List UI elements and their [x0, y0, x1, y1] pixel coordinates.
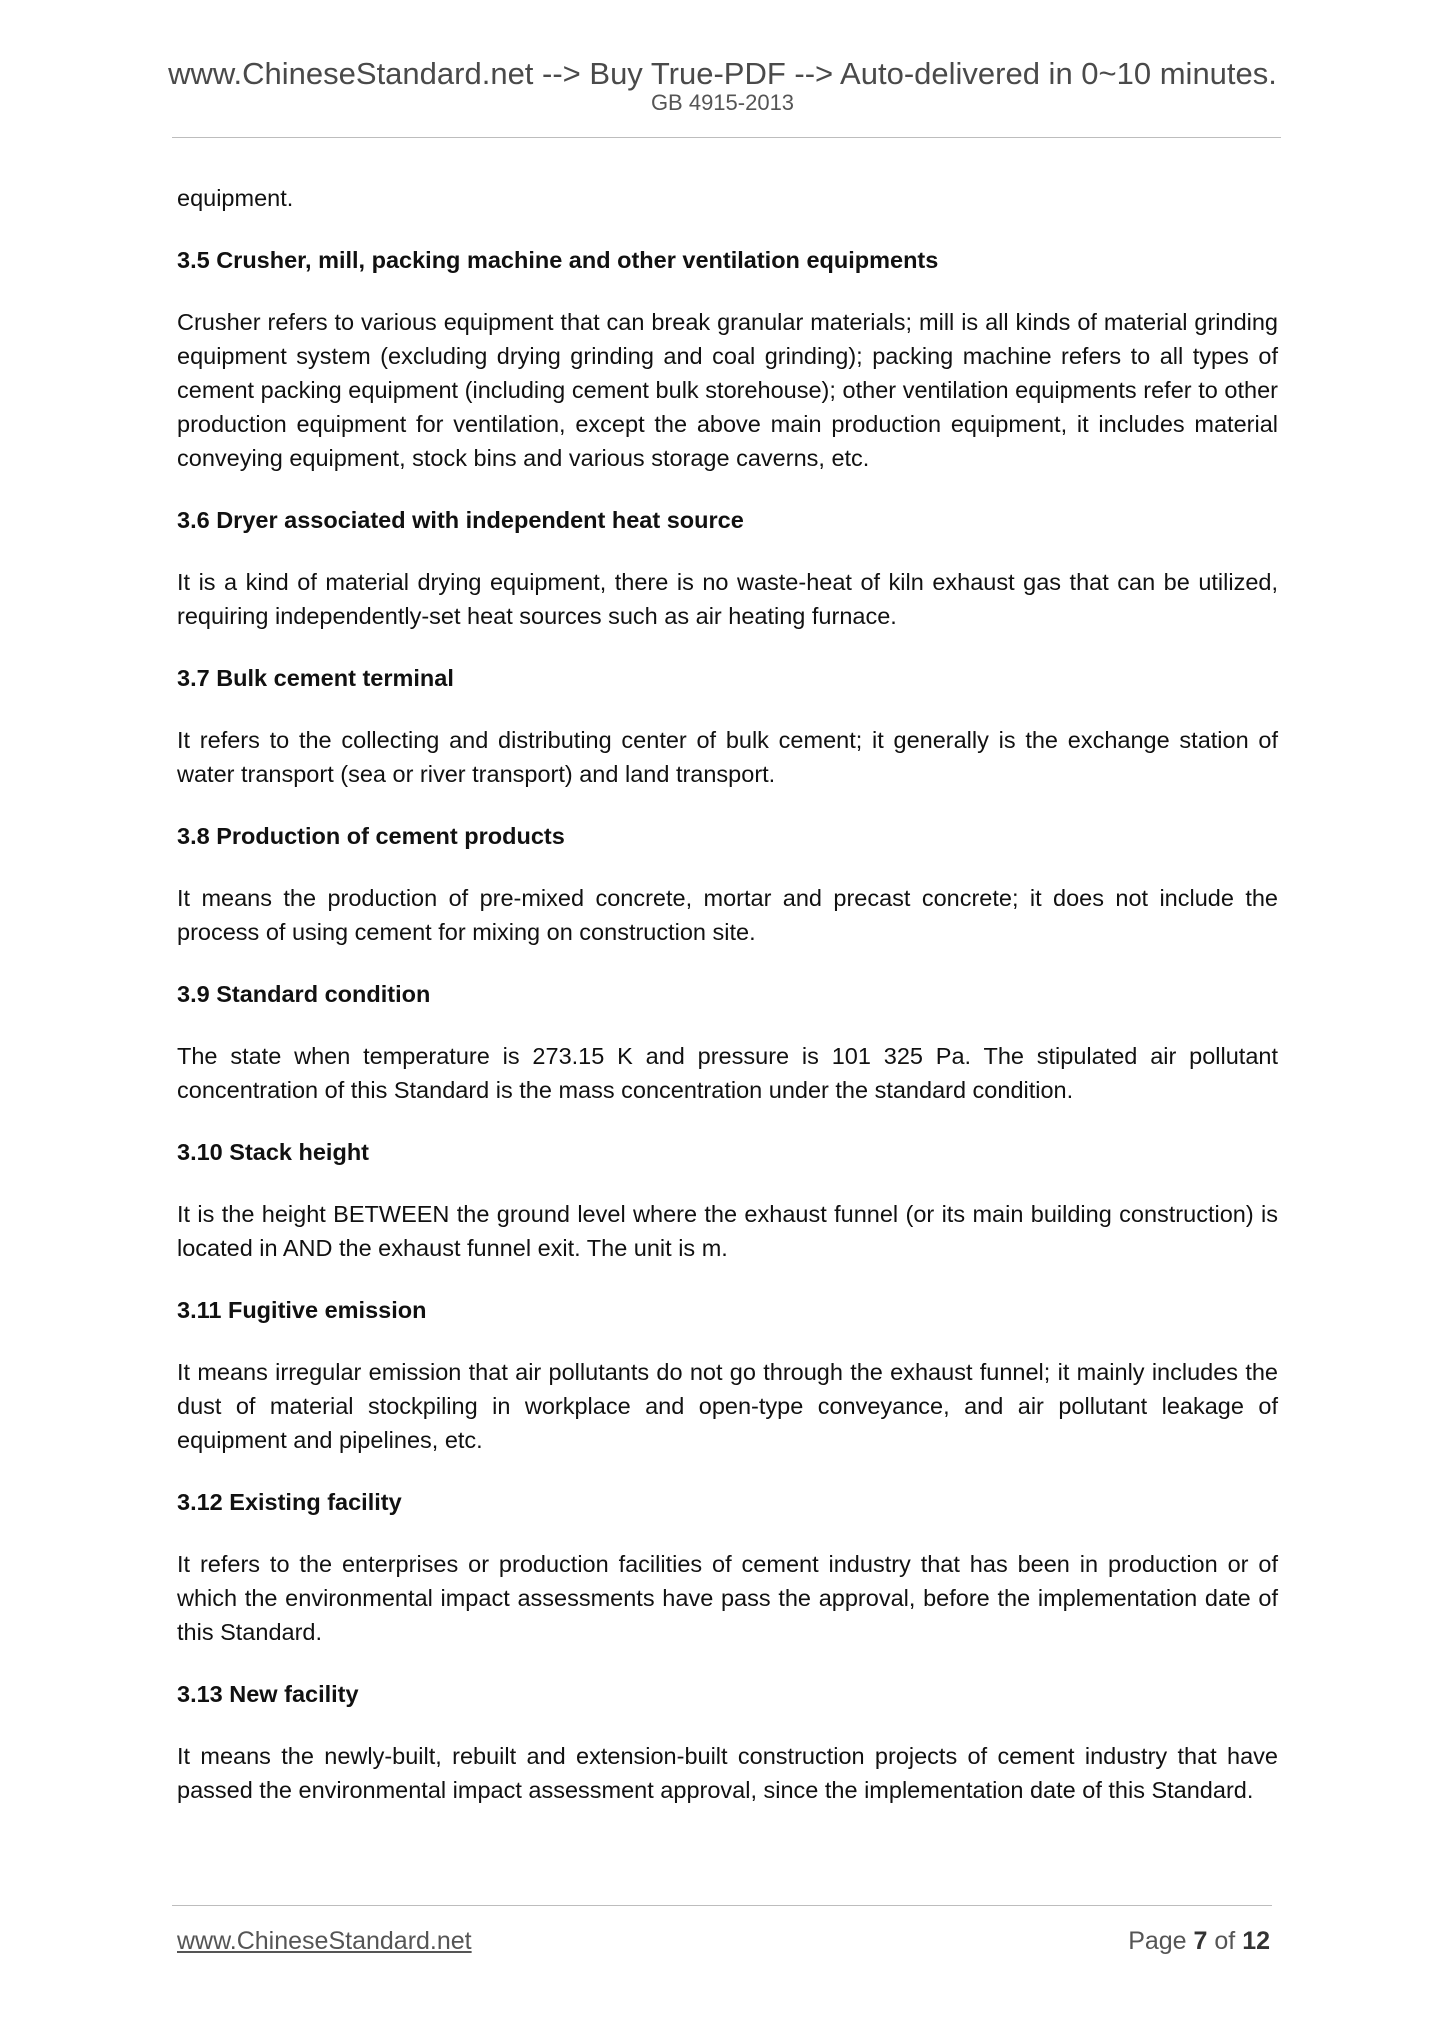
section-text-3-5: Crusher refers to various equipment that can break granular materials; mill is all kinds of material grinding equipment system (excluding drying grinding and coal grinding); packing machine refers to all types of cement packing equipment (including cement bulk storehouse); other ventilation equipments refer to other production equipment for ventilation, except the above main production equipment, it includes material conveying equipment, stock bins and various storage caverns, etc. — [177, 309, 1278, 471]
standard-number: GB 4915-2013 — [650, 90, 795, 115]
section-text-3-11: It means irregular emission that air pollutants do not go through the exhaust funnel; it mainly includes the dust of material stockpiling in workplace and open-type conveyance, and air pollutant leakage of equipment and pipelines, etc. — [177, 1359, 1278, 1453]
section-heading-3-6: 3.6 Dryer associated with independent heat source — [177, 507, 744, 533]
page-prefix: Page — [1128, 1927, 1194, 1955]
document-body — [177, 181, 1278, 1835]
footer-site-link[interactable]: www.ChineseStandard.net — [177, 1927, 472, 1955]
section-text-3-10: It is the height BETWEEN the ground level where the exhaust funnel (or its main building construction) is located in AND the exhaust funnel exit. The unit is m. — [177, 1201, 1278, 1261]
section-heading-3-9: 3.9 Standard condition — [177, 981, 431, 1007]
page-separator: of — [1207, 1927, 1243, 1955]
section-heading-3-5: 3.5 Crusher, mill, packing machine and other ventilation equipments — [177, 247, 939, 273]
footer-divider — [172, 1905, 1272, 1906]
section-heading-3-12: 3.12 Existing facility — [177, 1489, 402, 1515]
section-heading-3-10: 3.10 Stack height — [177, 1139, 369, 1165]
page-number — [1128, 1925, 1270, 1957]
section-text-3-9: The state when temperature is 273.15 K and pressure is 101 325 Pa. The stipulated air pollutant concentration of this Standard is the mass concentration under the standard condition. — [177, 1043, 1278, 1103]
page-total: 12 — [1242, 1927, 1270, 1955]
section-heading-3-13: 3.13 New facility — [177, 1681, 359, 1707]
section-text-3-7: It refers to the collecting and distributing center of bulk cement; it generally is the exchange station of water transport (sea or river transport) and land transport. — [177, 727, 1278, 787]
section-heading-3-11: 3.11 Fugitive emission — [177, 1297, 427, 1323]
section-text-3-12: It refers to the enterprises or production facilities of cement industry that has been in production or of which the environmental impact assessments have pass the approval, before the implementation date of this Standard. — [177, 1551, 1278, 1645]
page-current: 7 — [1193, 1927, 1208, 1955]
section-text-3-8: It means the production of pre-mixed concrete, mortar and precast concrete; it does not include the process of using cement for mixing on construction site. — [177, 885, 1278, 945]
header-divider — [172, 137, 1281, 138]
section-heading-3-7: 3.7 Bulk cement terminal — [177, 665, 454, 691]
header-banner: www.ChineseStandard.net --> Buy True-PDF --> Auto-delivered in 0~10 minutes. — [168, 56, 1277, 91]
continuation-text: equipment. — [177, 185, 294, 211]
section-text-3-13: It means the newly-built, rebuilt and extension-built construction projects of cement industry that have passed the environmental impact assessment approval, since the implementation date of this Standard. — [177, 1743, 1278, 1803]
section-heading-3-8: 3.8 Production of cement products — [177, 823, 565, 849]
section-text-3-6: It is a kind of material drying equipment, there is no waste-heat of kiln exhaust gas that can be utilized, requiring independently-set heat sources such as air heating furnace. — [177, 569, 1278, 629]
